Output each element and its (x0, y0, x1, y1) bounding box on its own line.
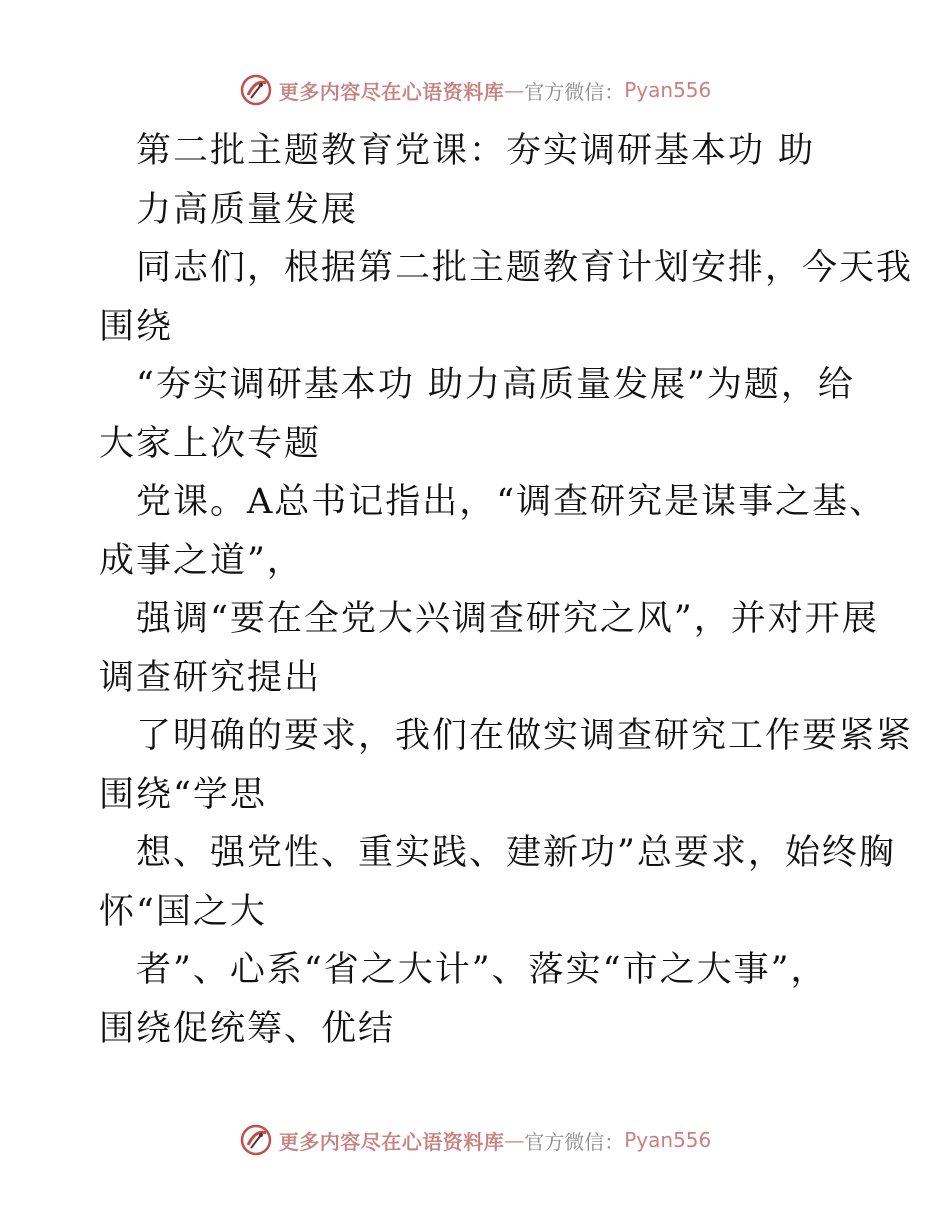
text-line: 围绕促统筹、优结 (99, 1008, 396, 1049)
text-line: 大家上次专题 (99, 423, 322, 464)
brand-logo-icon (239, 1123, 273, 1157)
text-line: 成事之道”， (99, 540, 304, 581)
text-line: 者”、心系“省之大计”、落实“市之大事”， (136, 950, 828, 990)
watermark-label: 官方微信： (524, 1129, 625, 1154)
text-line: 想、强党性、重实践、建新功”总要求，始终胸 (136, 833, 896, 873)
text-line: 怀“国之大 (99, 891, 267, 932)
footer-watermark (0, 1120, 950, 1160)
text-line: 党课。A总书记指出，“调查研究是谋事之基、 (136, 482, 887, 522)
text-line: 强调“要在全党大兴调查研究之风”，并对开展 (136, 599, 879, 639)
watermark-label: 官方微信： (524, 79, 625, 104)
text-line: 第二批主题教育党课：夯实调研基本功 助 (136, 131, 816, 171)
text-line: 围绕“学思 (99, 774, 267, 815)
watermark-text: 更多内容尽在心语资料库 (278, 1129, 505, 1154)
watermark-wechat-id: Pyan556 (624, 1128, 712, 1152)
text-line: 调查研究提出 (99, 657, 322, 698)
text-line: 围绕 (99, 306, 174, 347)
text-line: “夯实调研基本功 助力高质量发展”为题，给 (136, 365, 855, 405)
text-line: 力高质量发展 (136, 189, 359, 230)
watermark-text: 更多内容尽在心语资料库 (278, 79, 505, 104)
text-line: 同志们，根据第二批主题教育计划安排，今天我 (136, 248, 914, 288)
brand-logo-icon (239, 73, 273, 107)
watermark-dash: — (504, 78, 525, 102)
header-watermark (0, 70, 950, 110)
text-line: 了明确的要求，我们在做实调查研究工作要紧紧 (136, 716, 914, 756)
document-body (99, 122, 914, 1058)
watermark-dash: — (504, 1128, 525, 1152)
watermark-wechat-id: Pyan556 (624, 78, 712, 102)
